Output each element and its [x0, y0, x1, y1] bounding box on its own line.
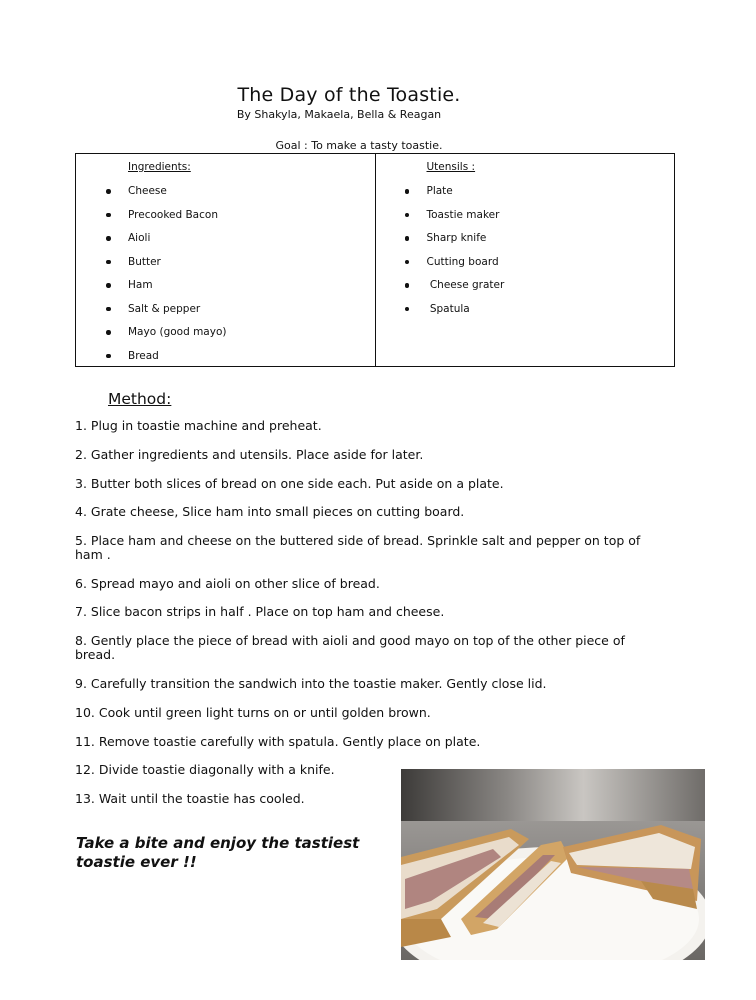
bullet-icon: [106, 260, 111, 265]
utensil-item: [376, 208, 675, 232]
bullet-icon: [106, 236, 111, 241]
ingredient-item: [76, 349, 375, 373]
ingredient-item: [76, 184, 375, 208]
ingredients-utensils-table: [75, 153, 675, 367]
utensil-item: [376, 184, 675, 208]
bullet-icon: [106, 213, 111, 218]
utensils-heading: Utensils :: [426, 161, 476, 173]
method-step: 2. Gather ingredients and utensils. Place aside for later.: [75, 447, 424, 462]
toastie-photo-illustration: [401, 769, 705, 960]
ingredient-item: [76, 231, 375, 255]
method-step: 13. Wait until the toastie has cooled.: [75, 791, 305, 806]
method-step: 8. Gently place the piece of bread with aioli and good mayo on top of the other piece of bread.: [75, 633, 625, 662]
closing-message: Take a bite and enjoy the tastiest toastie ever !!: [76, 834, 360, 871]
bullet-icon: [106, 307, 111, 312]
utensil-label: Spatula: [426, 302, 470, 315]
ingredients-column: [76, 154, 376, 366]
method-step: 11. Remove toastie carefully with spatula. Gently place on plate.: [75, 734, 481, 749]
method-step: 12. Divide toastie diagonally with a knife.: [75, 762, 335, 777]
ingredient-label: Salt & pepper: [128, 302, 201, 315]
utensil-label: Plate: [426, 185, 453, 197]
ingredient-label: Aioli: [128, 232, 151, 244]
method-step: 9. Carefully transition the sandwich into the toastie maker. Gently close lid.: [75, 676, 547, 691]
method-step: 7. Slice bacon strips in half . Place on top ham and cheese.: [75, 604, 445, 619]
utensil-label: Cutting board: [426, 255, 499, 268]
utensil-label: Cheese grater: [426, 279, 505, 291]
goal-line: Goal : To make a tasty toastie.: [275, 139, 443, 152]
utensil-item: [376, 302, 675, 326]
toastie-photo: [401, 769, 705, 960]
bullet-icon: [405, 283, 410, 288]
method-step: 4. Grate cheese, Slice ham into small pieces on cutting board.: [75, 504, 465, 519]
ingredient-item: [76, 302, 375, 326]
bullet-icon: [106, 283, 111, 288]
bullet-icon: [106, 330, 111, 335]
bullet-icon: [405, 260, 410, 265]
page-title: The Day of the Toastie.: [237, 84, 461, 106]
bullet-icon: [405, 236, 410, 241]
ingredient-label: Butter: [128, 255, 161, 268]
bullet-icon: [405, 307, 410, 312]
utensil-item: [376, 231, 675, 255]
method-step: 6. Spread mayo and aioli on other slice of bread.: [75, 576, 380, 591]
ingredient-item: [76, 208, 375, 232]
ingredient-label: Bread: [128, 349, 159, 362]
bullet-icon: [405, 189, 410, 194]
utensil-item: [376, 278, 675, 302]
ingredient-label: Cheese: [128, 185, 167, 197]
ingredients-heading: Ingredients:: [128, 161, 191, 173]
method-step: 10. Cook until green light turns on or until golden brown.: [75, 705, 431, 720]
bullet-icon: [405, 213, 410, 218]
utensils-column: [376, 154, 675, 366]
utensils-list: [376, 184, 675, 325]
method-step: 3. Butter both slices of bread on one side each. Put aside on a plate.: [75, 476, 504, 491]
bullet-icon: [106, 189, 111, 194]
method-step: 1. Plug in toastie machine and preheat.: [75, 418, 322, 433]
bullet-icon: [106, 354, 111, 359]
utensil-label: Sharp knife: [426, 232, 487, 244]
ingredient-label: Precooked Bacon: [128, 208, 218, 221]
ingredient-label: Mayo (good mayo): [128, 326, 227, 338]
method-step: 5. Place ham and cheese on the buttered side of bread. Sprinkle salt and pepper on top of ham .: [75, 533, 641, 562]
method-heading: Method:: [108, 390, 172, 408]
utensil-label: Toastie maker: [426, 208, 500, 221]
ingredient-item: [76, 325, 375, 349]
utensil-item: [376, 255, 675, 279]
authors-line: By Shakyla, Makaela, Bella & Reagan: [236, 108, 442, 121]
ingredients-list: [76, 184, 375, 372]
ingredient-label: Ham: [128, 279, 153, 291]
ingredient-item: [76, 278, 375, 302]
ingredient-item: [76, 255, 375, 279]
